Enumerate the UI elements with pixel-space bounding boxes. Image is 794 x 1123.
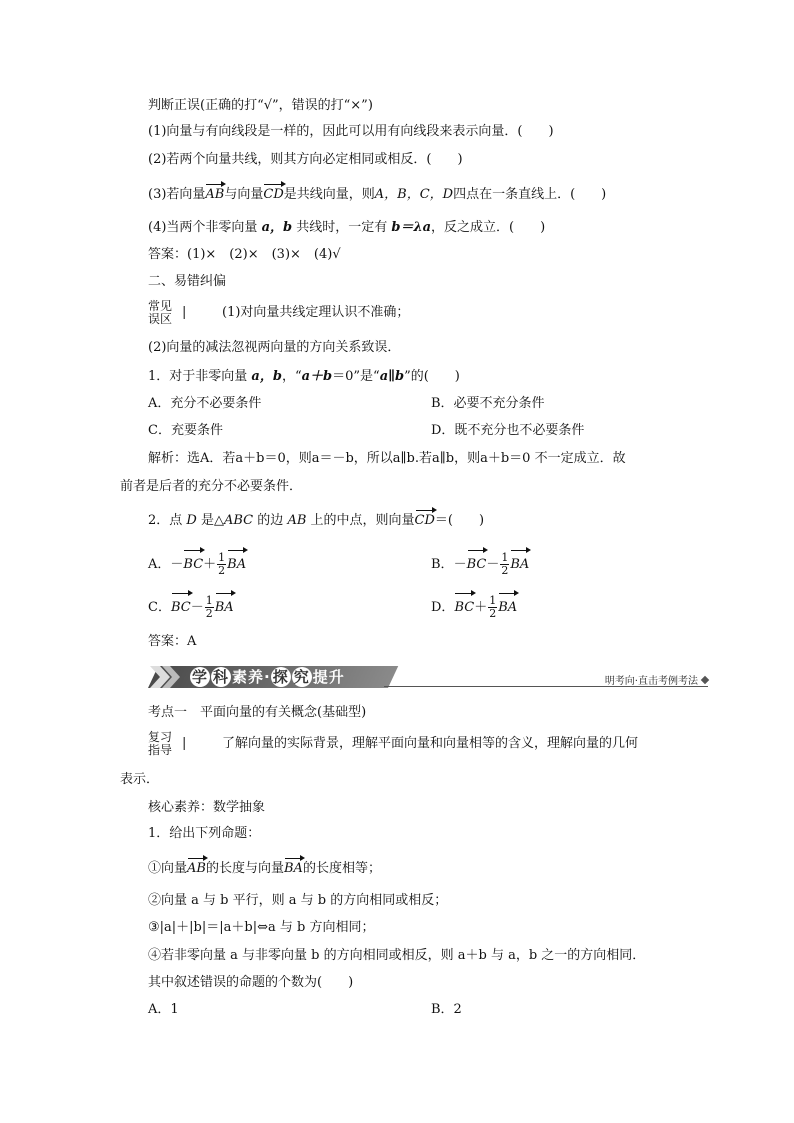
frac-den-b: 2 [501,564,509,577]
p2-text-a: 2．点 [148,513,183,528]
vector-bc-d: BC [454,595,474,621]
p1-option-b: B．必要不充分条件 [431,396,545,411]
q3-points: A，B，C，D [374,187,454,202]
q3-text-a: (3)若向量 [148,187,206,202]
banner-dot: · [264,668,271,686]
problem2 [148,512,484,530]
fraction-half-c [205,595,214,620]
opt-d-label: D． [431,600,455,615]
p2-text-d: 上的中点，则向量 [310,513,415,528]
vector-bc-c: BC [171,595,191,621]
frac-den-c: 2 [205,607,213,620]
kp-option-b: B．2 [431,1002,462,1017]
frac-den-a: 2 [218,564,226,577]
vector-ba-a: BA [227,552,246,578]
q4-eq: b＝λa [391,220,432,235]
kp-s1 [148,860,381,878]
q4-text-c: ，反之成立．( ) [431,220,546,235]
fraction-half-b [500,552,509,577]
vector-ab: AB [205,187,225,202]
kp-guide-cont: 表示． [120,772,160,787]
vector-bc-a: BC [183,552,203,578]
banner-char-4: 究 [293,668,310,686]
p1-option-a: A．充分不必要条件 [148,396,262,411]
kp-guide: 了解向量的实际背景，理解平面向量和向量相等的含义，理解向量的几何 [222,736,639,751]
vector-bc-b: BC [467,552,487,578]
banner-text-2: 提升 [312,668,345,686]
frac-den-d: 2 [489,607,497,620]
frac-num-b: 1 [501,551,509,564]
banner-char-2: 科 [212,668,229,686]
s1-text-b: 的长度与向量 [205,861,284,876]
frac-num-a: 1 [218,551,226,564]
opt-c-label: C． [148,600,171,615]
opt-b-label: B． [431,557,454,572]
s1-text-a: ①向量 [148,861,188,876]
frac-num-d: 1 [489,594,497,607]
judge-q2: (2)若两个向量共线，则其方向必定相同或相反．( ) [148,152,463,167]
banner-char-1: 学 [191,668,208,686]
judge-answer: 答案：(1)× (2)× (3)× (4)√ [148,247,341,262]
p1-expr2: a∥b [379,369,405,384]
opt-a-plus: ＋ [203,557,217,572]
answer2: 答案：A [148,634,197,649]
q3-text-b: 与向量 [224,187,264,202]
tag-bar-icon-2: | [182,736,187,751]
p1-option-c: C．充要条件 [148,423,223,438]
q3-text-e: 四点在一条直线上．( ) [453,187,607,202]
p2-text-b: 是△ [201,513,224,528]
section-banner [148,664,708,690]
errors-heading: 二、易错纠偏 [148,274,227,289]
judge-q3 [148,186,606,204]
opt-b-minus2: － [486,557,500,572]
errors-item2: (2)向量的减法忽视两向量的方向关系致误． [148,340,401,355]
opt-c-minus: － [190,600,204,615]
p2-option-d [431,595,517,621]
vector-ab-2: AB [187,861,206,876]
errors-tag-row [148,300,409,326]
p2-abc: ABC [224,513,254,528]
solution1: 解析：选A．若a＋b＝0，则a＝－b，所以a∥b.若a∥b，则a＋b＝0 不一定成立．故 [148,451,626,466]
kp-tag-row [148,731,638,757]
s1-text-c: 的长度相等； [302,861,381,876]
errors-item1: (1)对向量共线定理认识不准确； [222,305,410,320]
vector-ba-c: BA [215,595,234,621]
banner-char-3: 探 [272,668,289,686]
opt-d-plus: ＋ [474,600,488,615]
kp-core: 核心素养：数学抽象 [148,800,266,815]
p2-text-c: 的边 [257,513,284,528]
vector-cd: CD [263,187,284,202]
p2-option-c [148,595,234,621]
kp-s2: ②向量 a 与 b 平行，则 a 与 b 的方向相同或相反； [148,893,448,908]
p1-text-c: ＝0”是“ [332,369,380,384]
p2-option-a [148,552,246,578]
banner-text-1: 素养 [232,668,265,686]
p1-text-d: ”的( ) [404,369,460,384]
frac-num-c: 1 [205,594,213,607]
judge-q4 [148,219,545,237]
judge-q1: (1)向量与有向线段是一样的，因此可以用有向线段来表示向量．( ) [148,124,554,139]
vector-ba-d: BA [498,595,517,621]
banner-title [190,667,345,687]
review-guide-tag: 复习指导 [148,730,173,757]
p2-text-e: ＝( ) [434,513,485,528]
p2-option-b [431,552,529,578]
q4-text-b: 共线时，一定有 [296,220,388,235]
common-errors-tag: 常见误区 [148,299,173,326]
p2-ab: AB [287,513,307,528]
fraction-half-a [217,552,226,577]
diamond-icon [701,676,709,684]
q4-ab: a，b [261,220,293,235]
kp-option-a: A．1 [148,1002,179,1017]
kp-s4: ④若非零向量 a 与非零向量 b 的方向相同或相反，则 a＋b 与 a，b 之一的方向相同． [148,948,646,963]
opt-a-label: A． [148,557,171,572]
p1-text-a: 1．对于非零向量 [148,369,248,384]
opt-b-minus: － [453,557,467,572]
kp-s3: ③|a|＋|b|＝|a＋b|⇔a 与 b 方向相同； [148,920,375,935]
opt-a-minus: － [170,557,184,572]
solution1-cont: 前者是后者的充分不必要条件． [120,479,303,494]
vector-ba-b: BA [510,552,529,578]
judge-title: 判断正误(正确的打“√”，错误的打“×”) [148,98,373,113]
vector-ba-2: BA [283,861,303,876]
vector-cd-2: CD [414,513,435,528]
q3-text-c: 是共线向量，则 [283,187,375,202]
banner-subtitle: 明考向·直击考例考法 [604,676,698,687]
problem1 [148,368,460,386]
fraction-half-d [488,595,497,620]
p1-text-b: ，“ [281,369,302,384]
q4-text-a: (4)当两个非零向量 [148,220,258,235]
p2-d: D [186,513,197,528]
p1-ab: a，b [251,369,282,384]
kp-ask: 其中叙述错误的命题的个数为( ) [148,975,354,990]
p1-option-d: D．既不充分也不必要条件 [431,423,585,438]
kp-heading: 考点一 平面向量的有关概念(基础型) [148,705,367,720]
tag-bar-icon: | [182,305,187,320]
kp-q1: 1．给出下列命题： [148,826,261,841]
chevron-right-icon [148,666,184,688]
p1-expr1: a＋b [301,369,333,384]
